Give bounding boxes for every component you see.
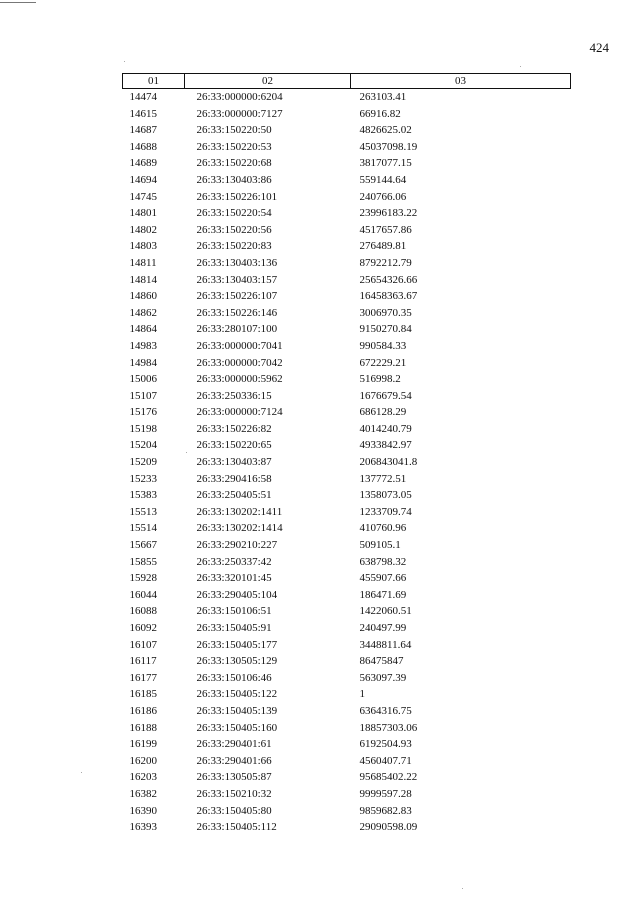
table-row — [123, 504, 571, 521]
cell-value: 1233709.74 — [359, 505, 412, 518]
table-row — [123, 554, 571, 571]
cell-value: 6364316.75 — [359, 704, 412, 717]
cell-value: 672229.21 — [359, 356, 407, 369]
cell-id: 16177 — [129, 671, 157, 684]
table-row — [123, 89, 571, 106]
cell-value: 990584.33 — [359, 339, 407, 352]
cell-cadastral-number: 26:33:320101:45 — [196, 572, 272, 585]
corner-scan-mark — [0, 2, 36, 3]
cell-id: 14615 — [129, 107, 157, 120]
cell-value: 18857303.06 — [359, 721, 418, 734]
table-row — [123, 404, 571, 421]
cell-id: 14745 — [129, 190, 157, 203]
table-row — [123, 703, 571, 720]
cell-value: 3817077.15 — [359, 157, 412, 170]
cell-id: 14983 — [129, 339, 157, 352]
table-row — [123, 753, 571, 770]
column-header-02: 02 — [185, 74, 351, 89]
cell-id: 15204 — [129, 439, 157, 452]
cell-value: 563097.39 — [359, 671, 407, 684]
cell-cadastral-number: 26:33:150226:101 — [196, 190, 278, 203]
cell-cadastral-number: 26:33:130505:129 — [196, 655, 278, 668]
table-row — [123, 803, 571, 820]
cell-cadastral-number: 26:33:150220:50 — [196, 124, 272, 137]
cell-cadastral-number: 26:33:290405:104 — [196, 588, 278, 601]
table-row — [123, 122, 571, 139]
cell-id: 14811 — [129, 256, 157, 269]
cell-id: 15513 — [129, 505, 157, 518]
cell-value: 516998.2 — [359, 373, 401, 386]
cell-cadastral-number: 26:33:150220:54 — [196, 207, 272, 220]
table-row — [123, 720, 571, 737]
table-row — [123, 769, 571, 786]
table-row — [123, 321, 571, 338]
cell-cadastral-number: 26:33:150405:91 — [196, 622, 272, 634]
cell-value: 9999597.28 — [359, 787, 412, 800]
cell-cadastral-number: 26:33:130202:1411 — [196, 505, 283, 518]
cell-cadastral-number: 26:33:150405:80 — [196, 804, 272, 817]
cell-value: 276489.81 — [359, 240, 407, 253]
table-row — [123, 172, 571, 189]
cell-cadastral-number: 26:33:150405:160 — [196, 721, 278, 734]
table-row — [123, 736, 571, 753]
cell-cadastral-number: 26:33:150405:139 — [196, 704, 278, 717]
table-row — [123, 189, 571, 206]
cell-id: 14862 — [129, 306, 157, 319]
cell-cadastral-number: 26:33:150220:68 — [196, 157, 272, 170]
cell-id: 14474 — [129, 91, 157, 103]
cell-value: 95685402.22 — [359, 771, 418, 784]
table-row — [123, 338, 571, 355]
cell-value: 137772.51 — [359, 472, 407, 485]
cell-id: 16186 — [129, 704, 157, 717]
cell-cadastral-number: 26:33:290416:58 — [196, 472, 272, 485]
cell-id: 14984 — [129, 356, 157, 369]
cell-value: 559144.64 — [359, 173, 407, 186]
scan-speck — [124, 61, 125, 62]
table-row — [123, 603, 571, 620]
cell-value: 4517657.86 — [359, 223, 412, 236]
table-row — [123, 520, 571, 537]
cell-id: 16107 — [129, 638, 157, 651]
cell-id: 15514 — [129, 522, 157, 535]
cell-cadastral-number: 26:33:150106:46 — [196, 671, 272, 684]
cell-id: 14694 — [129, 173, 157, 186]
cell-cadastral-number: 26:33:150405:112 — [196, 821, 277, 834]
table-row — [123, 437, 571, 454]
table-row — [123, 255, 571, 272]
table-row — [123, 155, 571, 172]
cell-id: 14864 — [129, 323, 157, 336]
cell-cadastral-number: 26:33:150405:122 — [196, 688, 278, 701]
table-header — [123, 74, 571, 89]
cell-id: 15928 — [129, 572, 157, 585]
cell-value: 4014240.79 — [359, 422, 412, 435]
table-row — [123, 355, 571, 372]
table-row — [123, 106, 571, 123]
cell-value: 1422060.51 — [359, 605, 412, 618]
table-row — [123, 371, 571, 388]
cell-id: 14688 — [129, 140, 157, 153]
cell-value: 9859682.83 — [359, 804, 412, 817]
scan-speck — [81, 772, 82, 773]
cell-id: 16200 — [129, 754, 157, 767]
table-row — [123, 653, 571, 670]
cell-id: 14687 — [129, 124, 157, 137]
cell-id: 15209 — [129, 456, 157, 469]
cell-value: 240497.99 — [359, 622, 407, 634]
cell-cadastral-number: 26:33:150220:53 — [196, 140, 272, 153]
cell-cadastral-number: 26:33:000000:7127 — [196, 107, 283, 120]
cell-value: 410760.96 — [359, 522, 407, 535]
table-row — [123, 205, 571, 222]
table-row — [123, 686, 571, 703]
cell-cadastral-number: 26:33:150220:56 — [196, 223, 272, 236]
table-row — [123, 786, 571, 803]
cell-id: 14689 — [129, 157, 157, 170]
cell-cadastral-number: 26:33:130202:1414 — [196, 522, 283, 535]
table-row — [123, 288, 571, 305]
cell-id: 16044 — [129, 588, 157, 601]
cell-cadastral-number: 26:33:000000:7042 — [196, 356, 283, 369]
cell-value: 29090598.09 — [359, 821, 418, 834]
cell-cadastral-number: 26:33:000000:6204 — [196, 91, 283, 103]
cell-id: 14860 — [129, 290, 157, 303]
cell-id: 15667 — [129, 539, 157, 552]
table-row — [123, 570, 571, 587]
cell-value: 9150270.84 — [359, 323, 412, 336]
cell-id: 14802 — [129, 223, 157, 236]
cell-cadastral-number: 26:33:250336:15 — [196, 389, 272, 402]
cell-id: 15198 — [129, 422, 157, 435]
column-header-01: 01 — [123, 74, 185, 89]
scan-speck — [186, 452, 187, 453]
cell-value: 3448811.64 — [359, 638, 412, 651]
cell-cadastral-number: 26:33:150405:177 — [196, 638, 278, 651]
cell-value: 23996183.22 — [359, 207, 418, 220]
column-header-03: 03 — [351, 74, 571, 89]
cell-id: 15233 — [129, 472, 157, 485]
cell-cadastral-number: 26:33:130505:87 — [196, 771, 272, 784]
cell-cadastral-number: 26:33:280107:100 — [196, 323, 278, 336]
cell-cadastral-number: 26:33:130403:136 — [196, 256, 278, 269]
cell-id: 14814 — [129, 273, 157, 286]
cell-id: 15006 — [129, 373, 157, 386]
cell-value: 1676679.54 — [359, 389, 412, 402]
cell-value: 509105.1 — [359, 539, 401, 552]
cell-id: 14801 — [129, 207, 157, 220]
cell-value: 4826625.02 — [359, 124, 412, 137]
cell-value: 186471.69 — [359, 588, 407, 601]
cell-id: 16088 — [129, 605, 157, 618]
header-row — [123, 74, 571, 89]
cell-id: 15176 — [129, 406, 157, 419]
cell-value: 16458363.67 — [359, 290, 418, 303]
cell-cadastral-number: 26:33:150220:65 — [196, 439, 272, 452]
cell-cadastral-number: 26:33:150226:146 — [196, 306, 278, 319]
cell-cadastral-number: 26:33:150226:82 — [196, 422, 272, 435]
cell-value: 4933842.97 — [359, 439, 412, 452]
table-row — [123, 537, 571, 554]
cell-id: 14803 — [129, 240, 157, 253]
cell-cadastral-number: 26:33:000000:7124 — [196, 406, 283, 419]
table-row — [123, 305, 571, 322]
cell-value: 45037098.19 — [359, 140, 418, 153]
table-row — [123, 819, 571, 836]
cell-id: 16382 — [129, 787, 157, 800]
table-row — [123, 471, 571, 488]
cell-id: 16393 — [129, 821, 157, 834]
cell-cadastral-number: 26:33:130403:86 — [196, 173, 272, 186]
cell-cadastral-number: 26:33:000000:5962 — [196, 373, 283, 386]
cell-cadastral-number: 26:33:290401:61 — [196, 738, 272, 751]
cell-value: 1 — [359, 688, 365, 701]
cell-cadastral-number: 26:33:150106:51 — [196, 605, 272, 618]
cell-value: 86475847 — [359, 655, 404, 668]
cell-id: 16117 — [129, 655, 157, 668]
cell-cadastral-number: 26:33:250405:51 — [196, 489, 272, 502]
table-row — [123, 388, 571, 405]
scan-speck — [520, 66, 521, 67]
data-table — [122, 73, 571, 836]
cell-id: 16188 — [129, 721, 157, 734]
cell-value: 455907.66 — [359, 572, 407, 585]
cell-cadastral-number: 26:33:150210:32 — [196, 787, 272, 800]
cell-value: 6192504.93 — [359, 738, 412, 751]
cell-value: 25654326.66 — [359, 273, 418, 286]
cell-value: 3006970.35 — [359, 306, 412, 319]
cell-value: 240766.06 — [359, 190, 407, 203]
cell-value: 4560407.71 — [359, 754, 412, 767]
cell-value: 638798.32 — [359, 555, 407, 568]
cell-id: 15855 — [129, 555, 157, 568]
cell-value: 206843041.8 — [359, 456, 418, 469]
table-row — [123, 421, 571, 438]
cell-id: 15107 — [129, 389, 157, 402]
table-body — [123, 89, 571, 836]
table-row — [123, 637, 571, 654]
table-row — [123, 272, 571, 289]
cell-value: 66916.82 — [359, 107, 401, 120]
scan-speck — [462, 888, 463, 889]
cell-cadastral-number: 26:33:000000:7041 — [196, 339, 283, 352]
cell-id: 16203 — [129, 771, 157, 784]
cell-value: 8792212.79 — [359, 256, 412, 269]
cell-value: 686128.29 — [359, 406, 407, 419]
table-row — [123, 139, 571, 156]
cell-cadastral-number: 26:33:130403:157 — [196, 273, 278, 286]
cell-cadastral-number: 26:33:150226:107 — [196, 290, 278, 303]
cell-cadastral-number: 26:33:290210:227 — [196, 539, 278, 552]
table-row — [123, 454, 571, 471]
table-row — [123, 222, 571, 239]
cell-value: 263103.41 — [359, 91, 407, 103]
cell-cadastral-number: 26:33:290401:66 — [196, 754, 272, 767]
cell-id: 16092 — [129, 622, 157, 634]
cell-cadastral-number: 26:33:130403:87 — [196, 456, 272, 469]
cell-cadastral-number: 26:33:150220:83 — [196, 240, 272, 253]
cell-id: 16185 — [129, 688, 157, 701]
cell-id: 16199 — [129, 738, 157, 751]
cell-id: 16390 — [129, 804, 157, 817]
table-row — [123, 620, 571, 637]
table-row — [123, 238, 571, 255]
table-row — [123, 487, 571, 504]
table-row — [123, 587, 571, 604]
cell-cadastral-number: 26:33:250337:42 — [196, 555, 272, 568]
cell-id: 15383 — [129, 489, 157, 502]
table-row — [123, 670, 571, 687]
cell-value: 1358073.05 — [359, 489, 412, 502]
page-number: 424 — [589, 40, 609, 55]
